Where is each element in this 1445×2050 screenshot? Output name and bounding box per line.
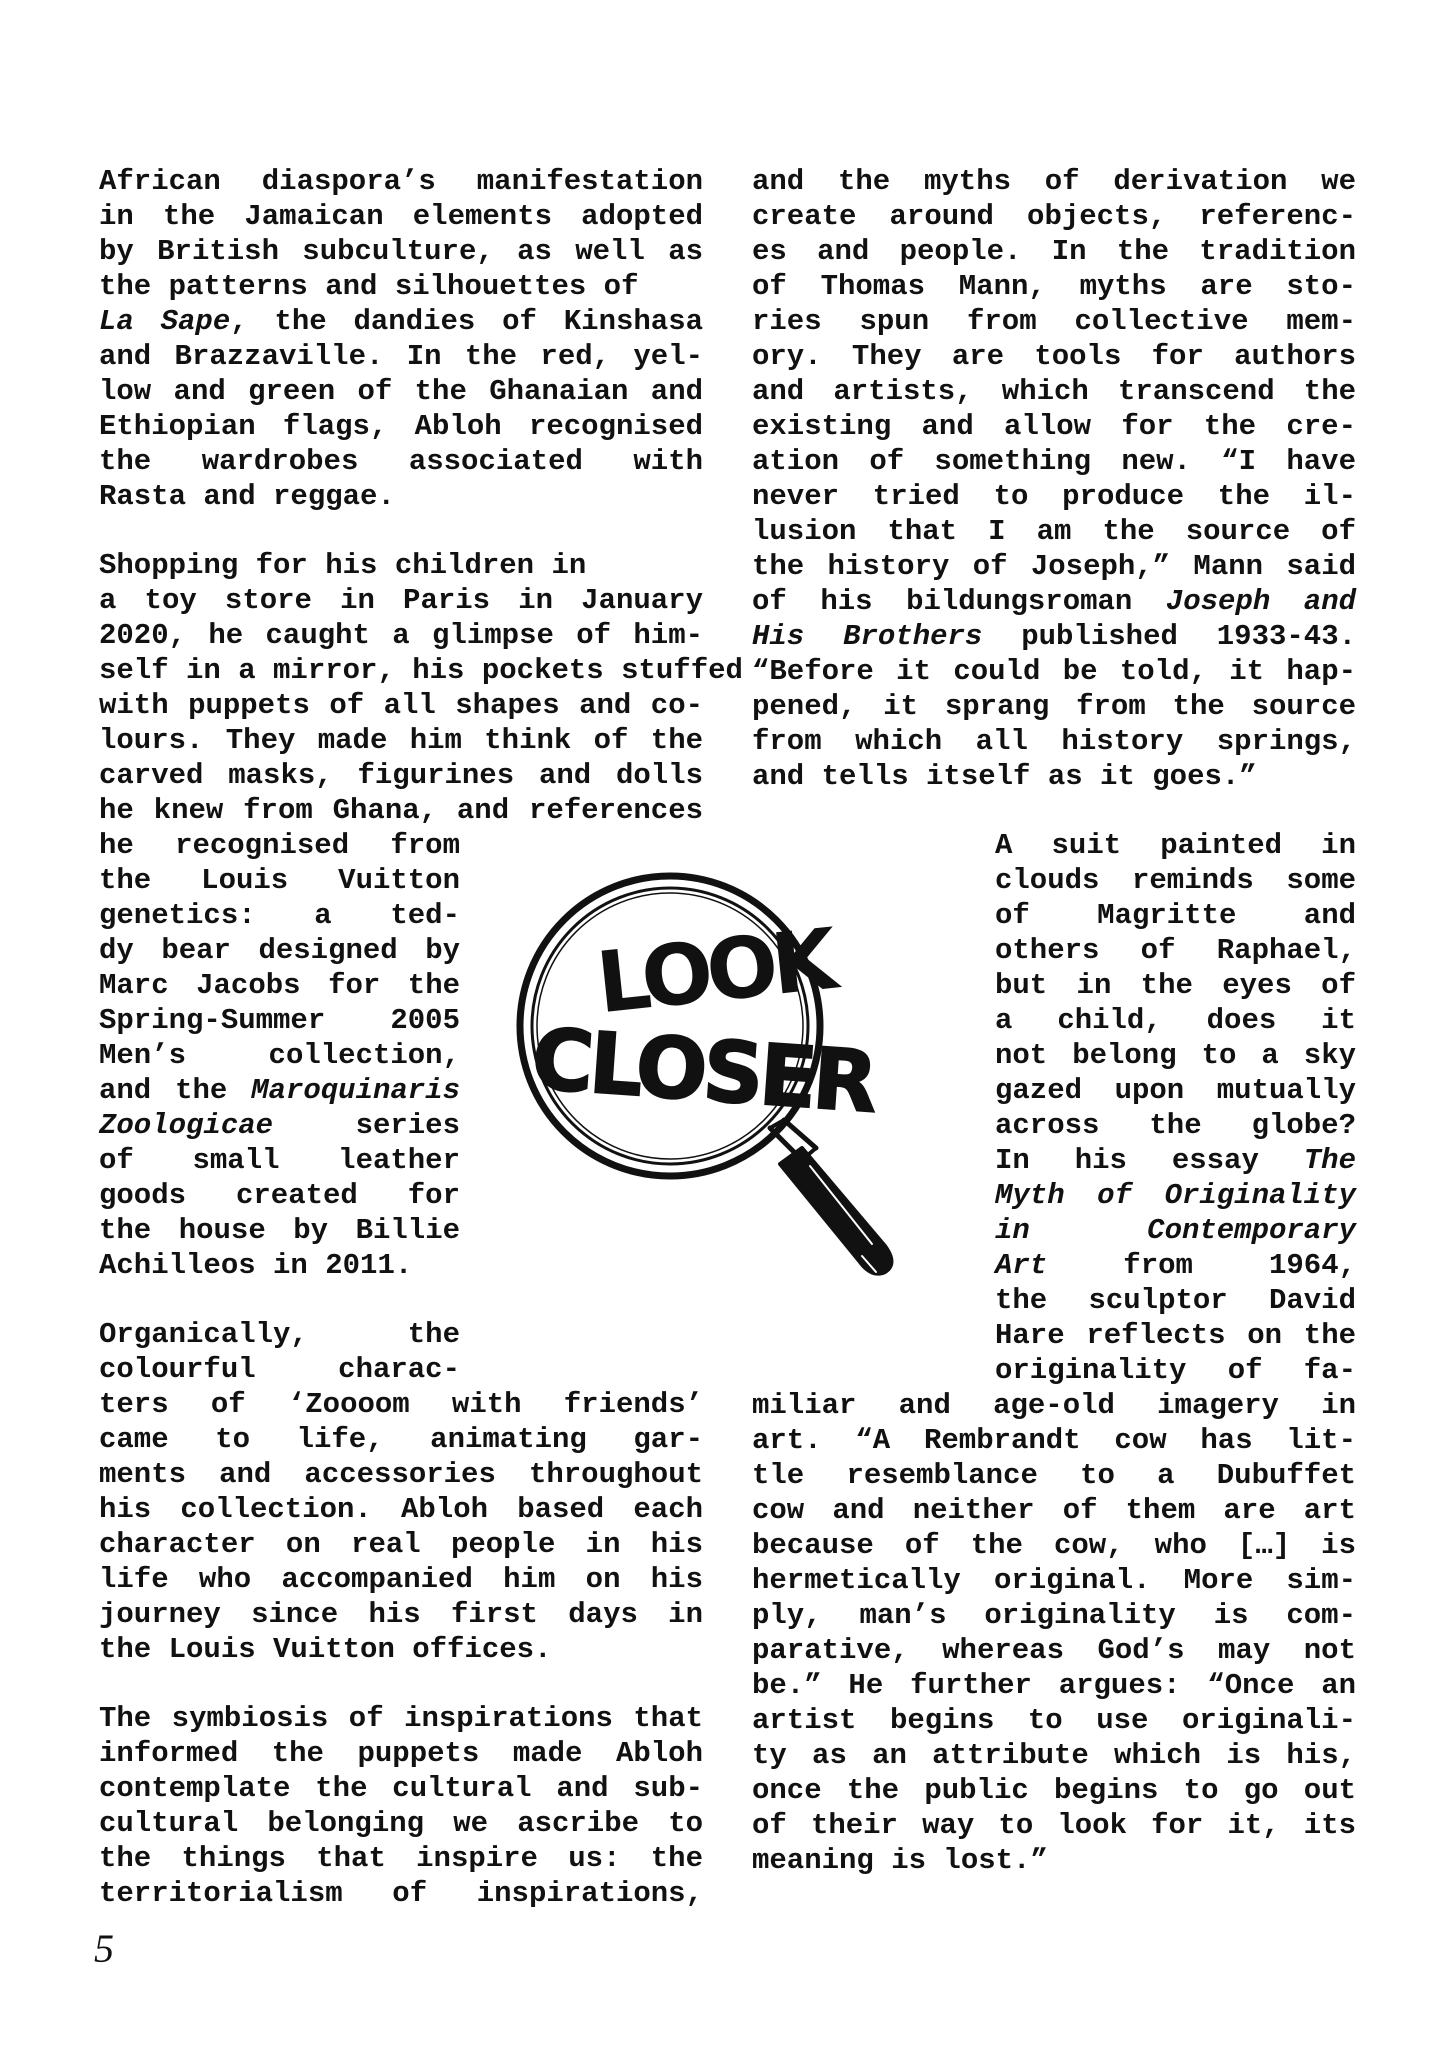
text-line: the history of Joseph,” Mann said [752,550,1356,583]
text-line: His Brothers published 1933-43. [752,620,1356,653]
text-line: and the myths of derivation we [752,165,1356,198]
text-line: pened, it sprang from the source [752,690,1356,723]
text-line: La Sape, the dandies of Kinshasa [99,305,703,338]
text-line: Ethiopian flags, Abloh recognised [99,410,703,443]
text-line: clouds reminds some [995,864,1356,897]
text-line: of Thomas Mann, myths are sto- [752,270,1356,303]
text-line: tle resemblance to a Dubuffet [752,1459,1356,1492]
text-line: and the Maroquinaris [99,1074,460,1107]
text-line: carved masks, figurines and dolls [99,759,703,792]
text-line: his collection. Abloh based each [99,1493,703,1526]
text-line: but in the eyes of [995,969,1356,1002]
text-line: art. “A Rembrandt cow has lit- [752,1424,1356,1457]
text-line: artist begins to use originali- [752,1704,1356,1737]
text-line: lusion that I am the source of [752,515,1356,548]
text-line: es and people. In the tradition [752,235,1356,268]
text-line: goods created for [99,1179,460,1212]
text-line: existing and allow for the cre- [752,410,1356,443]
text-line: colourful charac- [99,1353,460,1386]
text-line: Spring-Summer 2005 [99,1004,460,1037]
text-line: across the globe? [995,1109,1356,1142]
text-line: of small leather [99,1144,460,1177]
text-line: meaning is lost.” [752,1844,1048,1877]
text-line: and Brazzaville. In the red, yel- [99,340,703,373]
text-line: ory. They are tools for authors [752,340,1356,373]
text-line: originality of fa- [995,1354,1356,1387]
text-line: a child, does it [995,1004,1356,1037]
text-line: Art from 1964, [995,1249,1356,1282]
text-line: character on real people in his [99,1528,703,1561]
text-line: The symbiosis of inspirations that [99,1702,703,1735]
text-line: In his essay The [995,1144,1356,1177]
text-line: ments and accessories throughout [99,1458,703,1491]
text-line: African diaspora’s manifestation [99,165,703,198]
text-line: ters of ‘Zoooom with friends’ [99,1388,703,1421]
text-line: the sculptor David [995,1284,1356,1317]
text-line: A suit painted in [995,829,1356,862]
text-line: he recognised from [99,829,460,862]
text-line: and artists, which transcend the [752,375,1356,408]
text-line: the wardrobes associated with [99,445,703,478]
text-line: from which all history springs, [752,725,1356,758]
text-line: the things that inspire us: the [99,1842,703,1875]
text-line: Marc Jacobs for the [99,969,460,1002]
text-line: the patterns and silhouettes of [99,270,639,303]
text-line: Myth of Originality [995,1179,1356,1212]
text-line: ation of something new. “I have [752,445,1356,478]
text-line: miliar and age-old imagery in [752,1389,1356,1422]
text-line: create around objects, referenc- [752,200,1356,233]
text-line: ply, man’s originality is com- [752,1599,1356,1632]
text-line: once the public begins to go out [752,1774,1356,1807]
text-line: gazed upon mutually [995,1074,1356,1107]
text-line: others of Raphael, [995,934,1356,967]
text-line: came to life, animating gar- [99,1423,703,1456]
text-line: not belong to a sky [995,1039,1356,1072]
magnifying-glass-icon [480,836,930,1316]
text-line: Men’s collection, [99,1039,460,1072]
text-line: ries spun from collective mem- [752,305,1356,338]
text-line: by British subculture, as well as [99,235,703,268]
text-line: with puppets of all shapes and co- [99,689,703,722]
text-line: of his bildungsroman Joseph and [752,585,1356,618]
text-line: 2020, he caught a glimpse of him- [99,619,703,652]
text-line: informed the puppets made Abloh [99,1737,703,1770]
text-line: of their way to look for it, its [752,1809,1356,1842]
text-line: he knew from Ghana, and references [99,794,703,827]
text-line: in Contemporary [995,1214,1356,1247]
text-line: the Louis Vuitton offices. [99,1633,552,1666]
text-line: Achilleos in 2011. [99,1249,413,1282]
closer-lettering: CLOSER [528,1009,877,1132]
text-line: Zoologicae series [99,1109,460,1142]
text-line: cow and neither of them are art [752,1494,1356,1527]
text-line: parative, whereas God’s may not [752,1634,1356,1667]
text-line: hermetically original. More sim- [752,1564,1356,1597]
page-number: 5 [94,1926,114,1971]
text-line: of Magritte and [995,899,1356,932]
text-line: lours. They made him think of the [99,724,703,757]
text-line: “Before it could be told, it hap- [752,655,1356,688]
text-line: be.” He further argues: “Once an [752,1669,1356,1702]
text-line: contemplate the cultural and sub- [99,1772,703,1805]
text-line: the house by Billie [99,1214,460,1247]
text-line: ty as an attribute which is his, [752,1739,1356,1772]
text-line: Rasta and reggae. [99,480,395,513]
text-line: dy bear designed by [99,934,460,967]
text-line: a toy store in Paris in January [99,584,703,617]
look-lettering: LOOK [592,910,836,1033]
text-line: and tells itself as it goes.” [752,760,1257,793]
text-line: never tried to produce the il- [752,480,1356,513]
text-line: territorialism of inspirations, [99,1877,703,1910]
text-line: because of the cow, who […] is [752,1529,1356,1562]
text-line: Shopping for his children in [99,549,587,582]
text-line: Organically, the [99,1318,460,1351]
text-line: genetics: a ted- [99,899,460,932]
text-line: life who accompanied him on his [99,1563,703,1596]
text-line: journey since his first days in [99,1598,703,1631]
text-line: the Louis Vuitton [99,864,460,897]
text-line: Hare reflects on the [995,1319,1356,1352]
text-line: low and green of the Ghanaian and [99,375,703,408]
text-line: cultural belonging we ascribe to [99,1807,703,1840]
text-line: self in a mirror, his pockets stuffed [99,654,743,687]
text-line: in the Jamaican elements adopted [99,200,703,233]
